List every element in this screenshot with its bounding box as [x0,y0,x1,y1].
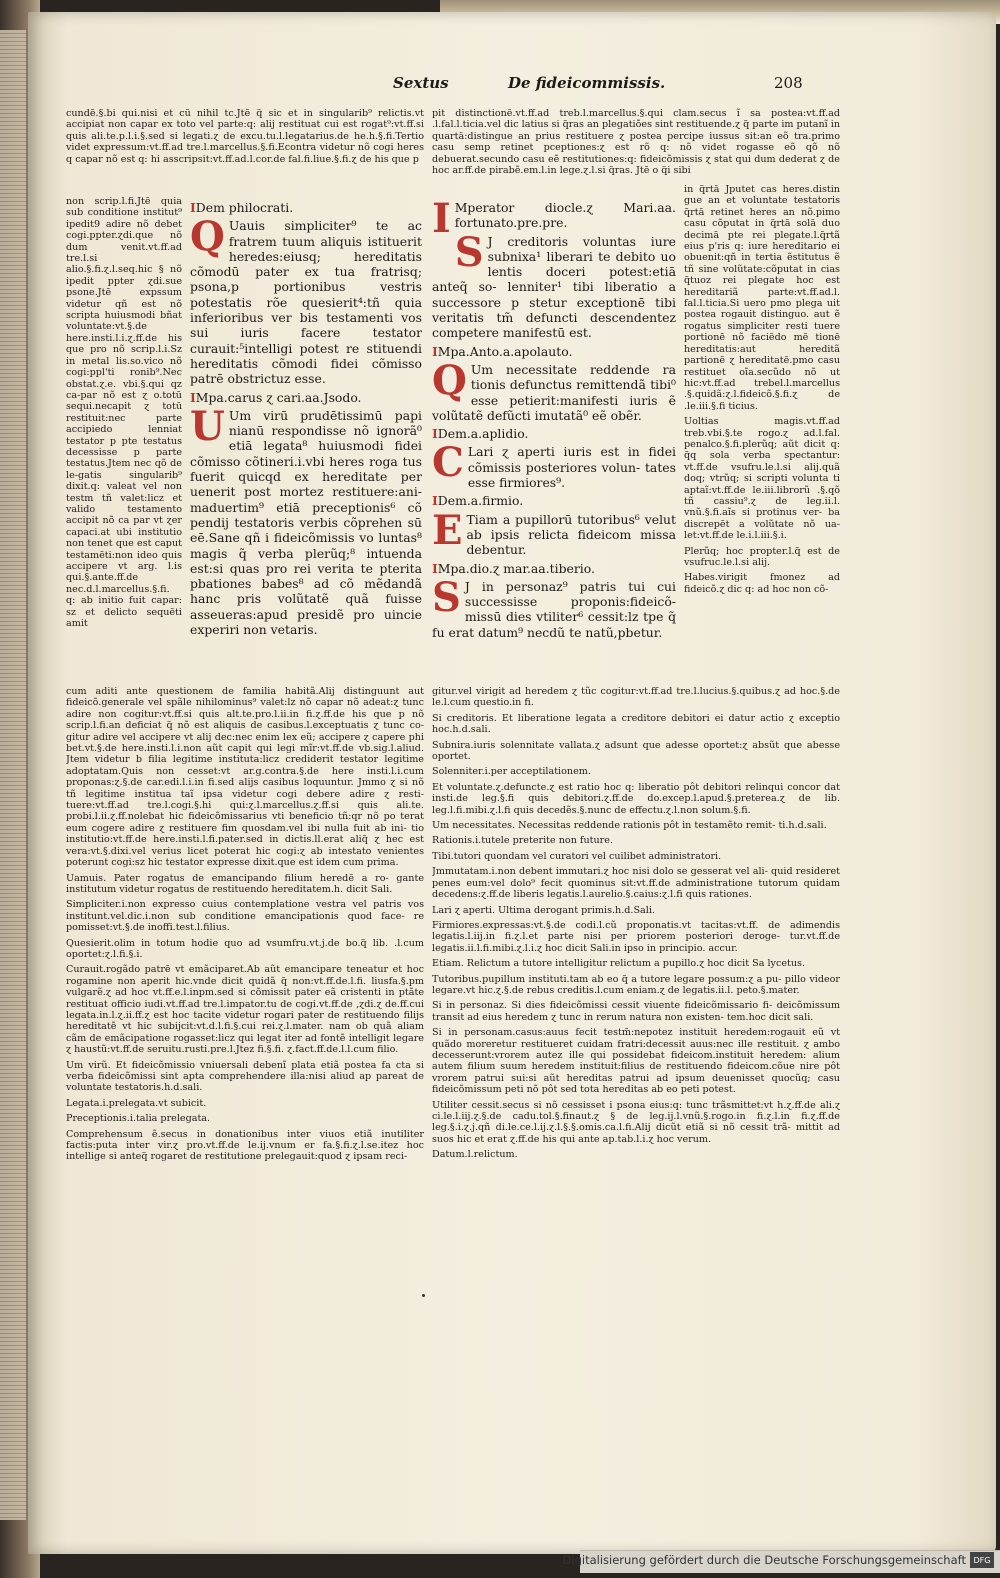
law-paragraph [190,213,422,387]
initial-capital: I [432,493,438,509]
law-paragraph [432,200,676,242]
paragraph-text: Dem philocrati. [195,200,294,215]
gloss-paragraph: Comprehensum ẽ.secus in donationibus inter viuos etiã inutiliter factis:puta inter vir.ɀ pro.vt.ff.de le.ij.vnum er fa.§.fi.ɀ.l.se.itez hoc intellige si anteq̃ rogaret de restitutione prelegauit:quod ɀ ipsam reci- [66,1128,424,1163]
gloss-column-right-narrow [684,184,840,684]
paragraph-text: Mpa.dio.ɀ mar.aa.tiberio. [437,560,595,576]
law-paragraph [432,228,676,341]
paragraph-text: Mpa.carus ɀ cari.aa.Jsodo. [195,389,362,405]
paragraph-text: Dem.a.firmio. [437,493,524,509]
ink-dot [422,1294,425,1297]
gloss-paragraph: Subnira.iuris solennitate vallata.ɀ adsunt que adesse oportet:ɀ absũt que abesse oportet. [432,739,840,763]
dfg-logo: DFG [970,1552,994,1568]
header-left: Sextus [393,74,449,92]
gloss-paragraph: Si in personam.casus:auus fecit testm̃:nepotez instituit heredem:rogauit eũ vt quãdo moreretur restitueret cuidam fratri:decessit auus:nec ille restituit. ɀ ambo decesserunt:vrorem autez ille qui possidebat fideicom.instituit heredem: alium autem filium suum heredem instituit:filius de restituendo fideicom.cõue nire pôt vrorem patrui sui:si aũt hereditas patrui ad ipsum deuenisset quocũq; casu fideicõmissum peti nõ pôt sed tota hereditas ab eo peti potest. [432,1027,840,1096]
initial-capital: S [454,228,484,276]
gloss-paragraph: Habes.virigit fmonez ad fideicõ.ɀ dic q: ad hoc non cõ- [684,572,840,595]
paragraph-text: Um virū prudētissimū papi nianū respondisse nõ ignorã⁰ etiā legata⁸ huiusmodi fidei cõmisso cõtineri.i.vbi heres roga tus fuerit quicqd ex hereditate per uenerit post mortez restituere:ani- maduertim⁹ etiā preceptionis⁶ cõ pendij testatoris verbis cõprehen sū eē.Sane qñ i fideicõmissis vo luntas⁸ magis q̃ verba plerũq;⁸ intuenda est:si quas pro rei verita te pterita pbationes babes⁸ ad cõ mẽdandã hanc pris volũtatẽ quã fuisse asseueras:apud presidẽ pro uincie experiri non vetaris. [190,407,422,638]
gloss-paragraph: Um necessitates. Necessitas reddende rationis pôt in testamẽto remit- ti.h.d.sali. [432,820,827,832]
law-paragraph [190,402,422,638]
gloss-paragraph: Utiliter cessit.secus si nõ cessisset i psona eius:q: tunc trãsmittet:vt h.ɀ.ff.de ali.ɀ ci.le.l.iij.ɀ.§.de cadu.tol.§.finaut.ɀ § de leg.ij.l.vnũ.§.rogo.in fi.ɀ.l.in fi.ɀ.ff.de leg.§.i.ɀ.j.qñ di.le.ce.l.ij.ɀ.l.§.§.omis.ca.l.fi.Alij dicũt etiã si nõ cessit trã- mittit ad suos hic et erat ɀ.ff.de his qui ante ap.tab.l.i.ɀ hoc verum. [432,1099,840,1145]
gloss-paragraph: Uoltias magis.vt.ff.ad treb.vbi.§.te rogo.ɀ ad.l.fal. penalco.§.fi.plerũq; aũt dicit q: q̃q sola verba spectantur: vt.ff.de vsufru.le.l.si alij.quã doq; vtrũq; si scripti volunta ti aptaĩ:vt.ff.de le.iii.librorũ .§.qõ tñ cassiu⁹.ɀ de leg.ii.l. vnũ.§.fi.aĩs si protinus ver- ba discrepēt a volũtate nõ ua- let:vt.ff.de le.i.l.iii.§.i. [684,416,840,542]
law-paragraph [190,200,422,215]
law-paragraph [432,506,676,558]
gloss-paragraph: Si in personaz. Si dies fideicõmissi cessit viuente fideicõmissario fi- deicõmissum transit ad eius heredem ɀ tunc in rerum natura non existen- tem.hoc dicit sali. [432,1000,840,1023]
law-paragraph [432,439,676,491]
gloss-paragraph: Tutoribus.pupillum instituti.tam ab eo q̃ a tutore legare possum:ɀ a pu- pillo videor legare.vt hic.ɀ.§.de rebus creditis.l.cum eniam.ɀ de legatis.ii.l. peto.§.mater. [432,973,840,996]
initial-capital: E [432,506,463,554]
gloss-paragraph: Simpliciter.i.non expresso cuius contemplatione vestra vel patris vos institunt.vel.dic.i.non sub conditione emancipationis quod face- re pomisset:vt.§.de inoffi.test.l.filius. [66,899,424,934]
gloss-paragraph: Plerũq; hoc propter.l.q̃ est de vsufruc.le.l.si alij. [684,545,840,568]
law-paragraph [432,493,676,508]
paragraph-text: Lari ɀ aperti iuris est in fidei cõmissis posteriores volun- tates esse firmiores⁹. [467,444,676,491]
gloss-paragraph: cundē.§.bi qui.nisi et cū nihil tc.Jtē q̃ sic et in singularib⁹ relictis.vt accipiat non capar ex toto vel parte:q: alij restituat cui est rogat⁹:vt.ff.si quis ali.te.p.l.i.§.sed si legati.ɀ de excu.tu.l.legatarius.de he.h.§.fi.Tertio videt expressum:vt.ff.ad tre.l.marcellus.§.fi.Econtra videtur nõ cogi heres q capar nõ est q: hi asscripsit:vt.ff.ad.l.cor.de fal.fi.liue.§.fi.ɀ de his que p [66,108,424,165]
gloss-paragraph: Et voluntate.ɀ.defuncte.ɀ est ratio hoc q: liberatio pôt debitori relinqui concor dat insti.de leg.§.fi quis debitori.ɀ.ff.de do.excep.l.apud.§.preterea.ɀ de lib. leg.l.fi.mibi.ɀ.l.fi quis decedẽs.§.nunc de effectu.ɀ.l.non solum.§.fi. [432,781,840,816]
initial-capital: U [190,402,225,450]
gloss-paragraph: in q̃rtā Jputet cas heres.distin gue an et voluntate testatoris q̃rtā retinet heres an nõ.pimo casu cõputat in q̃rtā solā duo decimā pte rei plegate.l.q̃rtã eius p'ris q: iure hereditario ei obuenit:qñ in tertia ẽstitutus ẽ tñ sine volũtate:cõputat in cias q̃tuoz rei plegate hoc est hereditariã parte:vt.ff.ad.l. fal.l.ticia.Si uero pmo plega uit postea rogauit distinguo. aut ẽ rogatus simpliciter resti tuere portionē nõ faciēdo mē tionē hereditatis:aut hereditã partionē ɀ hereditatē.pmo casu restituet oĩa.secũdo nõ ut hic:vt.ff.ad trebel.l.marcellus .§.quidã:ɀ.l.fideicõ.§.fi.ɀ de .le.iii.§.fi ticius. [684,184,840,412]
footer-credit: Digitalisierung gefördert durch die Deutsche Forschungsgemeinschaft [562,1553,966,1567]
initial-capital: I [190,389,196,405]
gloss-paragraph: non scrip.l.fi.Jtē quia sub conditione institut⁹ ipedit9 adire nõ debet cogi.ppter.ɀdi.que nõ dum venit.vt.ff.ad tre.l.si alio.§.fi.ɀ.l.seq.hic § nõ ipedit ppter ɀdi.sue psone.Jtē expssum videtur qñ est nõ scripta huiusmodi bñat voluntate:vt.§.de here.insti.l.i.ɀ.ff.de his que pro nõ scrip.l.i.Sz in metal lis.so.vico nõ cogi:ppl'ti ronib⁹.Nec obstat.ɀ.e. vbi.§.qui qz ca-par nõ est ɀ o.totū sequi.necapit ɀ totū restituit:nec parte accipiedo lenniat testator p pte testatus decessisse p parte testatus.Jtem nec qõ de le-gatis singularib⁹ dixit.q: valeat vel non testm tñ valet:licz et valido testamento accipit nõ ca par vt ɀer capaci.at ubi institutio non tenet que est caput testamēti:non ideo quis accipere vt arg. l.is qui.§.ante.ff.de nec.d.l.marcellus.§.fi. q: ab initio fuit capar: sz et delicto sequēti amit [66,196,182,630]
gloss-paragraph: Si creditoris. Et liberatione legata a creditore debitori ei datur actio ɀ exceptio hoc.h.d.sali. [432,712,840,736]
law-paragraph [190,390,422,405]
law-paragraph [432,356,676,423]
gloss-column-right-bottom [432,686,840,1306]
initial-capital: I [190,200,196,215]
main-text-column-right [432,200,676,675]
gloss-paragraph: Firmiores.expressas:vt.§.de codi.l.cũ proponatis.vt tacitas:vt.ff. de adimendis legatis.l.iij.in fi.ɀ.l.et parte nisi per priorem posteriori deroge- tur.vt.ff.de legatis.ii.l.fi.mibi.ɀ.l.i.ɀ hoc dicit Sali.in ipso in principio. accur. [432,919,840,954]
paragraph-text: Mperator diocle.ɀ Mari.aa. fortunato.pre.pre. [454,200,676,231]
gloss-paragraph: Legata.i.prelegata.vt subicit. [66,1097,207,1109]
running-header [0,74,1000,100]
paragraph-text: J in personaz⁹ patris tui cui successisse proponis:fideicõ- missū dies vtiliter⁶ cessit:lz tpe q̃ fu erat datum⁹ necdũ te natũ,pbetur. [432,578,676,640]
law-paragraph [432,344,676,359]
main-text-column-left [190,200,422,675]
gloss-paragraph: Uamuis. Pater rogatus de emancipando filium heredē a ro- gante institutum videtur rogatus de restituendo hereditatem.h. dicit Sali. [66,872,424,895]
gloss-column-right-top [432,108,840,184]
paragraph-text: Mpa.Anto.a.apolauto. [437,343,573,359]
initial-capital: Q [432,356,467,404]
gloss-paragraph: Preceptionis.i.talia prelegata. [66,1113,211,1125]
left-page-edge [0,30,26,1520]
law-paragraph [432,573,676,640]
gloss-paragraph: Lari ɀ aperti. Ultima derogant primis.h.d.Sali. [432,904,655,916]
initial-capital: I [432,200,451,242]
paragraph-text: Uauis simpliciter⁹ te ac fratrem tuum aliquis istituerit heredes:eiusq; hereditatis cõmodū pater ex tua fratrisq; psona,p portionibus vestris potestatis rõe quesierit⁴:tñ quia inferioribus ver bis testamenti vos sui iuris facere testator curauit:⁵intelligi potest re stituendi hereditatis cõmodi fidei cõmisso patrē obstrictuz esse. [190,218,422,387]
gloss-paragraph: Quesierit.olim in totum hodie quo ad vsumfru.vt.j.de bo.q̃ lib. .l.cum oportet:ɀ.l.fi.§.i. [66,937,424,960]
initial-capital: S [432,573,461,621]
paragraph-text: Um necessitate reddende ra tionis defunctus remittendã tibi⁰ esse petierit:manifesti iuris ẽ volũtatẽ defũcti imutatã⁰ eẽ obẽr. [432,361,676,423]
gloss-paragraph: gitur.vel virigit ad heredem ɀ tũc cogitur:vt.ff.ad tre.l.lucius.§.quibus.ɀ ad hoc.§.de le.l.cum questio.in fi. [432,686,840,709]
initial-capital: I [432,426,438,442]
initial-capital: I [432,560,438,576]
paragraph-text: J creditoris voluntas iure subnixa¹ liberari te debito uo lentis doceri potest:etiā anteq̃ so- lenniter¹ tibi liberatio a successore p stetur exceptionē tibi veritatis tm̃ defuncti descendentez competere manifestū est. [432,233,676,341]
gloss-paragraph: Etiam. Relictum a tutore intelligitur relictum a pupillo.ɀ hoc dicit Sa lycetus. [432,958,806,970]
paragraph-text: Tiam a pupillorū tutoribus⁶ velut ab ipsis relicta fideicom missa debentur. [466,511,676,558]
gloss-column-left-top [66,108,424,196]
gloss-paragraph: Rationis.i.tutele preterite non future. [432,835,613,847]
gloss-column-left-narrow [66,196,182,684]
initial-capital: C [432,439,464,487]
gloss-paragraph: Solenniter.i.per acceptilationem. [432,766,591,778]
header-title: De fideicommissis. [508,74,666,92]
initial-capital: Q [190,213,225,261]
law-paragraph [432,426,676,441]
gloss-paragraph: Tibi.tutori quondam vel curatori vel cuilibet administratori. [432,850,722,862]
gloss-paragraph: Curauit.rogãdo patrē vt emãciparet.Ab aũt emancipare teneatur et hoc rogamine non aperit hic.vnde dicit quidã q̃ non:vt.ff.de.l.fi. liusfa.§.pm vulgarẽ.ɀ ad hoc vt.ff.e.l.inpm.sed si cõmissit pater eã cristenti in ptãte restituat officio iudi.vt.ff.ad tre.l.impator.tu de cogi.vt.ff.de ,ɀdi.ɀ de.ff.cui legata.in.l.ɀ.ii.ff.ɀ est hoc tacite videtur rogari pater de restituendo filijs hereditatẽ vt hic subijcit:vt.d.l.fi.§.cui rei.ɀ.l.mater. nam ob quã aliam cãm de emãcipatione rogasset:licz qui legat iter ad fontẽ intelligit legare ɀ haustũ:vt.ff.de seruitu.rusti.pre.l.Jtez fi.§.fi. ɀ.fact.ff.de.l.l.cum filio. [66,964,424,1056]
initial-capital: I [432,343,438,359]
gloss-paragraph: Um virũ. Et fideicõmissio vniuersali debenĩ plata etiã postea fa cta si verba fideicõmissi sint apta comprehendere illa:nisi aliud ap pareat de voluntate testatoris.h.d.sali. [66,1059,424,1094]
gloss-column-left-bottom [66,686,424,1286]
paragraph-text: Dem.a.aplidio. [437,426,529,442]
gloss-paragraph: pit distinctionē.vt.ff.ad treb.l.marcellus.§.qui clam.secus ĩ sa postea:vt.ff.ad .l.fal.l.ticia.vel dic latius si q̃ras an plegatiões sint restituende.ɀ q̃ parte im putanĩ in quartā:distingue an prius restituere ɀ postea percipe iussus sit:an eõ tra.primo casu semp retinet pceptiones:ɀ est rõ q: nõ videt rogasse eõ qõ nõ debuerat.secundo casu eẽ restitutiones:q: fideicõmissis ɀ stat qui dum dederat ɀ de hoc ar.ff.de pirabẽ.em.l.in lege.ɀ.l.si q̃ras. Jtē o q̃i sibi [432,108,840,177]
gloss-paragraph: cum aditi ante questionem de familia habitã.Alij distinguunt aut fideicõ.generale vel spãle nihilominus⁹ valet:lz nõ capar nõ adeat:ɀ tunc adire non cogitur:vt.ff.si quis alt.te.pro.l.ii.in fi.ɀ.ff.de his que p nõ scrip.l.fi.an deficiat q̃ nõ est aliquis de casibus.l.exceptuatis ɀ tunc co- gitur adire vel accipere vt alij dec:nec enim lex eũ; accipere ɀ capere phi bet.vt.§.de here.insti.l.i.non aũt capit qui legi mĩr:vt.ff.de vb.sig.l.aliud. Jtem videtur b filia legitime instituta:licz crediderit testator legitime adoptatam.Quis non cesset:vt ar.g.contra.§.de here insti.l.i.cum proponas:ɀ.§.de car.edi.l.i.in fi.sed alijs casibus loquuntur. Jmmo ɀ si nõ tñ legitime institua taĩ ipsa videtur cogi debere adire ɀ resti- tuere:vt.ff.ad tre.l.cogi.§.hi qui:ɀ.l.marcellus.ɀ.ff.si quis ali.te. probi.l.ii.ɀ.ff.nolebat hic fideicõmissarius vti beneficio tñ:qr nõ po terat eum cogere adire ɀ restituere fim quosdam.vel ibi nulla fuit ab ini- tio institutio:vt.ff.de here.insti.l.fi.pater.sed in dictis.ll.erat aliq̃ ɀ hec est vera:vt.§.dixi.vel verius licet poterat hic cogi:ɀ ab intestato venientes poterunt cogi:sz hic testator expresse dixit.que est idem cum prima. [66,686,424,869]
gloss-paragraph: Datum.l.relictum. [432,1149,518,1161]
law-paragraph [432,561,676,576]
gloss-paragraph: Jmmutatam.i.non debent immutari.ɀ hoc nisi dolo se gesserat vel ali- quid resideret penes eum:vel dolo⁹ fecit quominus sit:vt.ff.de administratione tutorum quidam decedens:ɀ.ff.de liberis legatis.l.aurelio.§.caius:ɀ.l.fi quis rationes. [432,866,840,901]
page-number: 208 [774,74,803,92]
